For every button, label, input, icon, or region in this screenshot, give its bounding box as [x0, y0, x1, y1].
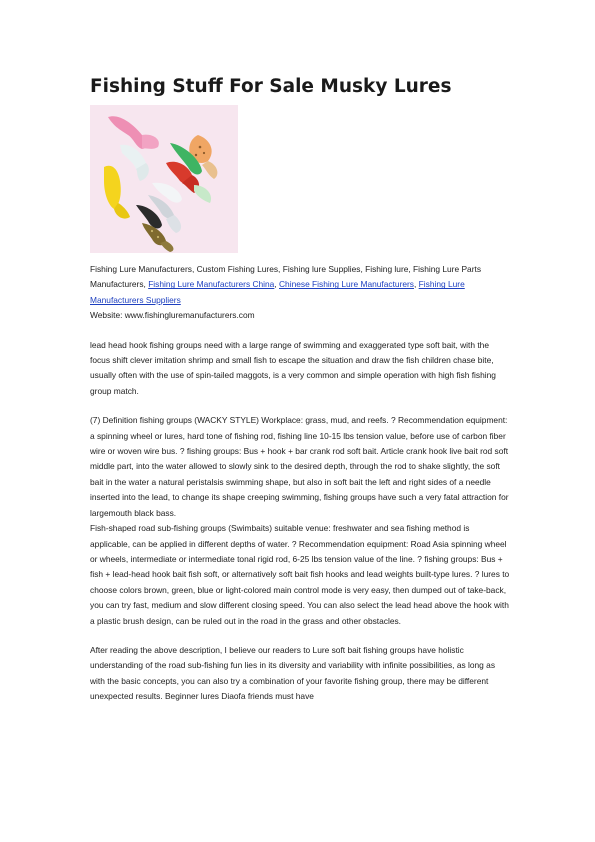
- spacer: [90, 324, 510, 338]
- paragraph-lead-head: lead head hook fishing groups need with a large range of swimming and exaggerated type soft bait, with the focus shift clever imitation shrimp and small fish to escape the situation and draw the fish children chase bite, usually often with the use of spin-tailed maggots, is a very common and simple operation with high fish fishing group match.: [90, 339, 496, 396]
- link-separator: ,: [274, 279, 279, 290]
- link-separator: ,: [414, 279, 419, 290]
- article-body: [90, 262, 510, 705]
- paragraph-conclusion: After reading the above description, I believe our readers to Lure soft bait fishing groups have holistic understanding of the road sub-fishing fun lies in its diversity and variability with infinite possibilities, as long as with the basic concepts, you can also try a combination of your favorite fishing group, there may be different unexpected results. Beginner lures Diaofa friends must have: [90, 644, 496, 702]
- paragraph-swimbaits: Fish-shaped road sub-fishing groups (Swimbaits) suitable venue: freshwater and sea fishing method is applicable, can be applied in different depths of water. ? Recommendation equipment: Road Asia spinning wheel or wheels, intermediate or intermediate tonal rigid rod, 6-25 lbs tension value of the line. ? fishing groups: Bus + fish + lead-head hook bait fish soft, or alternatively soft bait fish hooks and lead weights built-type lures. ? lures to choose colors brown, green, blue or light-colored main control mode is very easy, then dumped out of take-back, you can try fast, medium and slow different closing speed. You can also select the lead head above the hook with a plastic brush design, can be ruled out in the road in the grass and other obstacles.: [90, 523, 510, 626]
- intro-paragraph: [90, 262, 510, 308]
- link-fishing-lure-manufacturers-china[interactable]: Fishing Lure Manufacturers China: [148, 279, 275, 290]
- lures-photo: [90, 105, 238, 253]
- spacer: [90, 629, 510, 643]
- website-line: Website: www.fishingluremanufacturers.com: [90, 310, 255, 321]
- intro-text: Fishing Lure Manufacturers, Custom Fishing Lures, Fishing lure Supplies, Fishing lure, Fishing Lure Parts Manufacturers,: [90, 264, 482, 290]
- page-title: Fishing Stuff For Sale Musky Lures: [90, 76, 452, 97]
- spacer: [90, 399, 510, 413]
- link-fishing-lure-manufacturers-suppliers[interactable]: Fishing Lure Manufacturers Suppliers: [90, 279, 465, 305]
- paragraph-wacky-style: (7) Definition fishing groups (WACKY STYLE) Workplace: grass, mud, and reefs. ? Recommendation equipment: a spinning wheel or lures, hard tone of fishing rod, fishing line 10-15 lbs tension value, before use of carbon fiber wire or woven wire bus. ? fishing groups: Bus + hook + bar crank rod soft bait. Article crank hook live bait rod soft middle part, into the water allowed to slowly sink to the desired depth, through the rod to shake slightly, the soft bait in the water a natural peristalsis swimming shape, but also in soft bait the left and right sides of a needle inserted into the lead, to change its shape creeping swimming, fishing groups have such a very fatal attraction for largemouth black bass.: [90, 415, 509, 518]
- link-chinese-fishing-lure-manufacturers[interactable]: Chinese Fishing Lure Manufacturers: [279, 279, 414, 290]
